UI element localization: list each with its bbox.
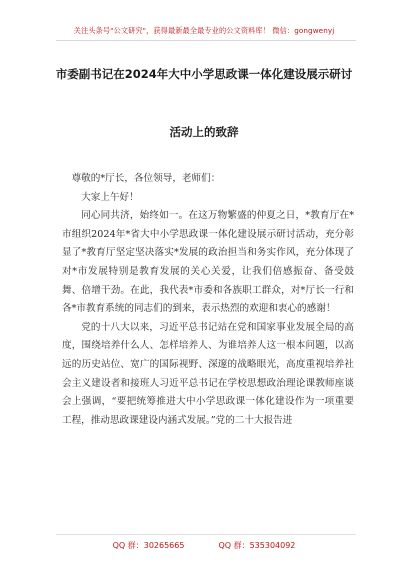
body-paragraph: 同心同共济，始终如一。在这万物繁盛的仲夏之日，*教育厅在*市组织2024年*省大中小学思政课一体化建设展示研讨活动，充分彰显了*教育厅坚定坚决落实*发展的政治担当和务实作风，充分体现了对*市发展特别是教育发展的关心关爱，让我们倍感振奋、备受鼓舞、倍增干劲。在此，我代表*市委和各族职工群众，对*厅长一行和各*市教育系统的同志们的到来，表示热烈的欢迎和衷心的感谢！: [62, 210, 354, 315]
header-banner: 关注头条号"公文研究"，获得最新最全最专业的公文资料库！ 微信：gongwenyj: [73, 26, 335, 35]
header-divider: [56, 40, 356, 41]
footer-qq-group-2: QQ 群：535304092: [218, 541, 296, 550]
footer: [0, 540, 408, 551]
salutation-paragraph: 尊敬的*厅长，各位领导，老师们：: [71, 173, 221, 184]
footer-qq-group-1: QQ 群：30265665: [112, 541, 185, 550]
document-body: [62, 170, 354, 430]
body-paragraph: 党的十八大以来，习近平总书记站在党和国家事业发展全局的高度，围绕培养什么人、怎样培养人、为谁培养人这一根本问题，以高远的历史站位、宽广的国际视野、深邃的战略眼光，高度重视培养社会主义建设者和接班人习近平总书记在学校思想政治理论课教师座谈会上强调，“要把统筹推进大中小学思政课一体化建设作为一项重要工程，推动思政课建设内涵式发展。”党的二十大报告进: [62, 321, 354, 426]
footer-divider: [56, 534, 356, 535]
document-title-line1: 市委副书记在2024年大中小学思政课一体化建设展示研讨: [55, 67, 353, 81]
greeting-paragraph: 大家上午好！: [81, 191, 139, 203]
document-title-line2: 活动上的致辞: [169, 125, 239, 139]
